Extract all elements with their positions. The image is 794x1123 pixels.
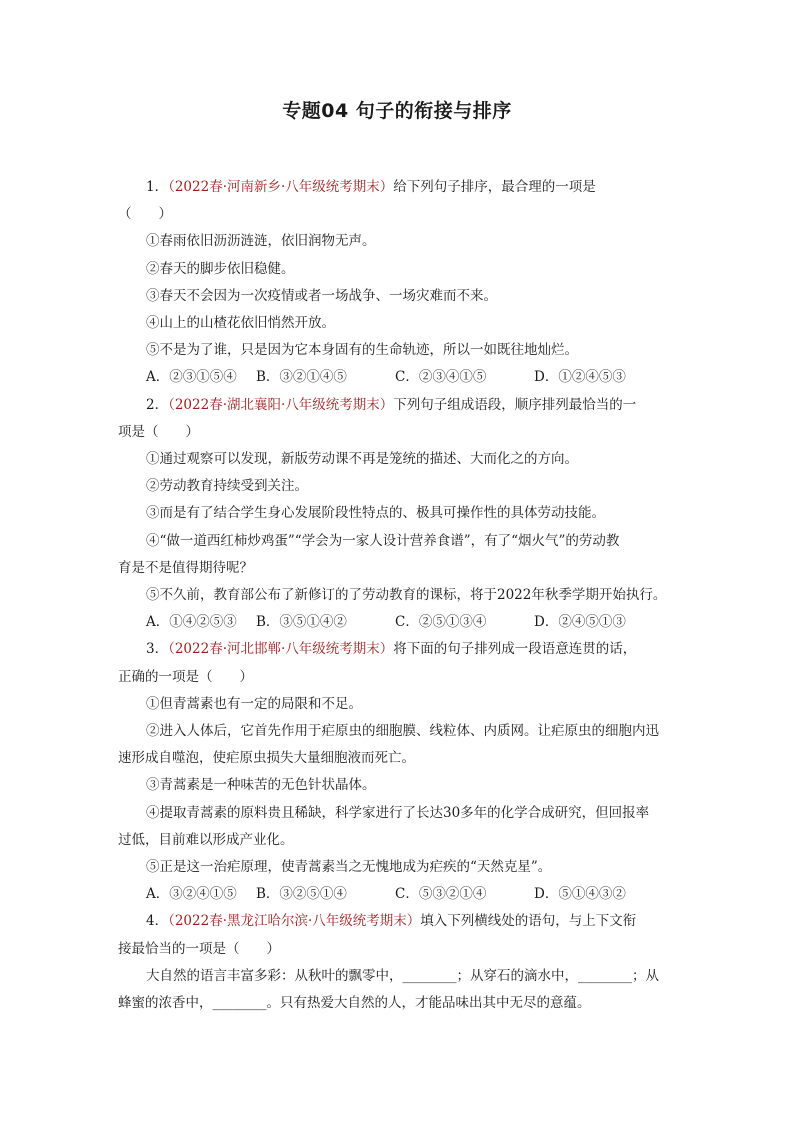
question-stem	[118, 174, 678, 201]
sentence-item: ③青蒿素是一种味苦的无色针状晶体。	[146, 777, 376, 794]
question-4	[118, 908, 678, 1017]
sentence-item: ②进入人体后，它首先作用于疟原虫的细胞膜、线粒体、内质网。让疟原虫的细胞内迅	[146, 723, 659, 740]
question-source: （2022春·黑龙江哈尔滨·八年级统考期末）	[168, 913, 421, 930]
passage-line: 蜂蜜的浓香中，________。只有热爱大自然的人，才能品味出其中无尽的意蕴。	[118, 995, 591, 1012]
sentence-item: ①通过观察可以发现，新版劳动课不再是笼统的描述、大而化之的方向。	[146, 451, 578, 468]
question-2	[118, 392, 678, 637]
question-stem-text: 将下面的句子排列成一段语意连贯的话，	[393, 641, 637, 658]
question-stem	[118, 908, 678, 935]
question-stem-line: （ ）	[118, 206, 172, 223]
sentence-item: ⑤不是为了谁，只是因为它本身固有的生命轨迹，所以一如既往地灿烂。	[146, 342, 578, 359]
question-source: （2022春·河北邯郸·八年级统考期末）	[168, 641, 394, 658]
sentence-item: ③而是有了结合学生身心发展阶段性特点的、极具可操作性的具体劳动技能。	[146, 505, 605, 522]
sentence-item: ②劳动教育持续受到关注。	[146, 478, 308, 495]
answer-choices	[118, 364, 678, 391]
choice-d[interactable]: D．⑤①④③②	[534, 886, 626, 903]
sentence-item: ②春天的脚步依旧稳健。	[146, 260, 295, 277]
choice-a[interactable]: A．③②④①⑤	[146, 886, 237, 903]
sentence-item: ④提取青蒿素的原料贵且稀缺，科学家进行了长达30多年的化学合成研究，但回报率	[146, 804, 650, 821]
choice-c[interactable]: C．⑤③②①④	[395, 886, 487, 903]
answer-choices	[118, 609, 678, 636]
choice-d[interactable]: D．①②④⑤③	[534, 369, 626, 386]
choice-b[interactable]: B．③②⑤①④	[256, 886, 347, 903]
question-stem	[118, 392, 678, 419]
question-1	[118, 174, 678, 392]
question-stem-text: 给下列句子排序，最合理的一项是	[393, 179, 596, 195]
question-stem-line: 项是（ ）	[118, 423, 199, 440]
sentence-item: ⑤不久前，教育部公布了新修订的了劳动教育的课标，将于2022年秋季学期开始执行。	[146, 587, 667, 604]
question-stem	[118, 636, 678, 663]
sentence-item: ③春天不会因为一次疫情或者一场战争、一场灾难而不来。	[146, 287, 497, 304]
question-stem-text: 下列句子组成语段，顺序排列最恰当的一	[393, 396, 637, 413]
question-number: 1．	[146, 179, 169, 195]
question-stem-line: 接最恰当的一项是（ ）	[118, 940, 280, 957]
question-source: （2022春·河南新乡·八年级统考期末）	[168, 179, 394, 195]
sentence-item: ④“做一道西红柿炒鸡蛋”“学会为一家人设计营养食谱”，有了“烟火气”的劳动教	[146, 532, 620, 549]
sentence-item: ⑤正是这一治疟原理，使青蒿素当之无愧地成为疟疾的“天然克星”。	[146, 859, 552, 876]
question-number: 4．	[146, 913, 169, 930]
question-3	[118, 636, 678, 908]
sentence-item: ①春雨依旧沥沥涟涟，依旧润物无声。	[146, 233, 376, 250]
page-title: 专题04 句子的衔接与排序	[282, 100, 512, 122]
sentence-item-continued: 速形成自噬泡，使疟原虫损失大量细胞液而死亡。	[118, 750, 415, 767]
question-stem-text: 填入下列横线处的语句，与上下文衔	[420, 913, 637, 930]
sentence-item: ①但青蒿素也有一定的局限和不足。	[146, 695, 362, 712]
choice-d[interactable]: D．②④⑤①③	[534, 614, 626, 631]
question-number: 3．	[146, 641, 169, 658]
question-number: 2．	[146, 396, 169, 413]
sentence-item-continued: 育是不是值得期待呢？	[118, 559, 253, 576]
question-stem-line: 正确的一项是（ ）	[118, 668, 253, 685]
choice-b[interactable]: B．③②①④⑤	[256, 369, 347, 386]
choice-a[interactable]: A．②③①⑤④	[146, 369, 237, 386]
answer-choices	[118, 881, 678, 908]
choice-a[interactable]: A．①④②⑤③	[146, 614, 237, 631]
choice-c[interactable]: C．②⑤①③④	[395, 614, 487, 631]
question-source: （2022春·湖北襄阳·八年级统考期末）	[168, 396, 394, 413]
sentence-item: ④山上的山楂花依旧悄然开放。	[146, 315, 335, 332]
choice-c[interactable]: C．②③④①⑤	[395, 369, 487, 386]
passage-line: 大自然的语言丰富多彩：从秋叶的飘零中，________；从穿石的滴水中，________；从	[146, 967, 659, 984]
choice-b[interactable]: B．③⑤①④②	[256, 614, 347, 631]
question-list	[118, 174, 678, 1017]
sentence-item-continued: 过低，目前难以形成产业化。	[118, 831, 294, 848]
